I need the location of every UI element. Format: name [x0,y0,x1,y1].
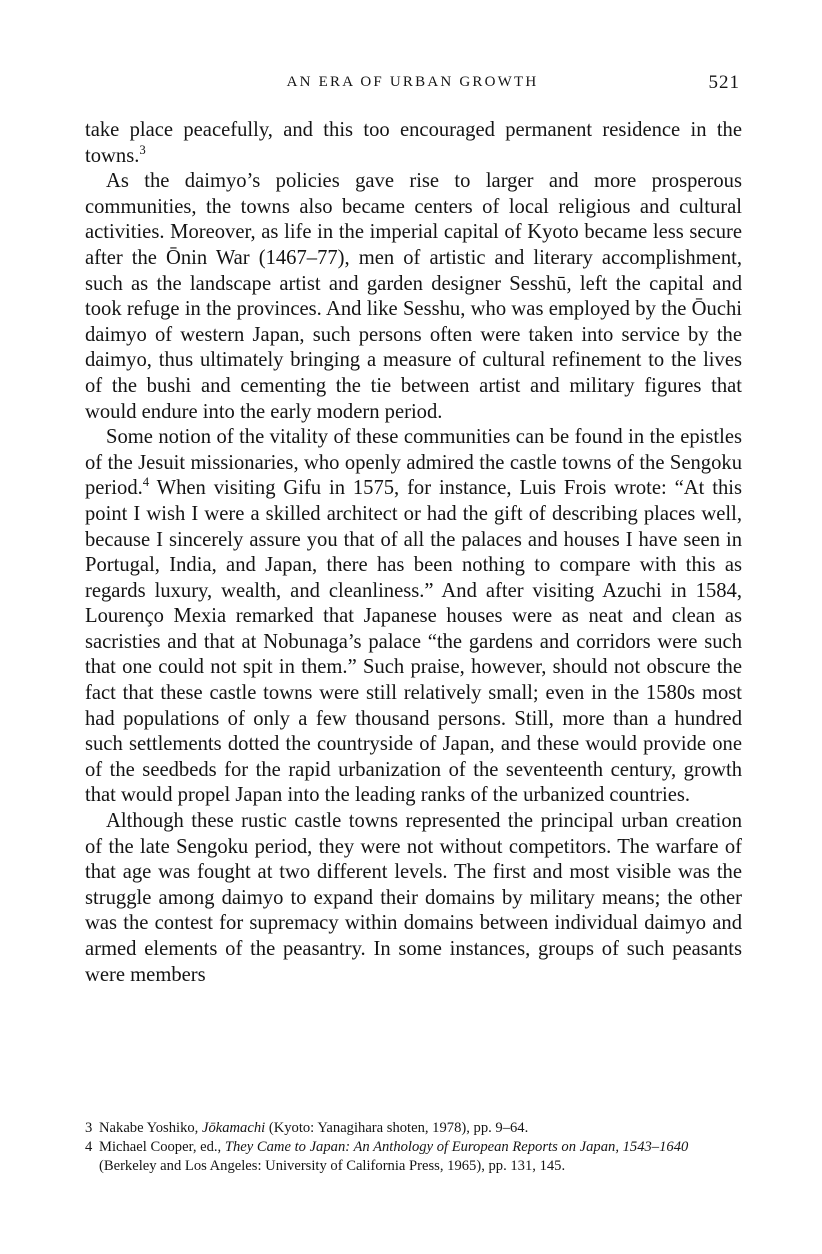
footnote-number: 3 [85,1120,93,1136]
paragraph [85,169,742,425]
footnote [85,1138,742,1176]
footnote [85,1119,742,1138]
paragraph-text: As the daimyo’s policies gave rise to larger and more prosperous communities, the towns also became centers of local religious and cultural activities. Moreover, as life in the imperial capital of Kyoto became less secure after the Ōnin War (1467–77), men of artistic and literary accomplishment, such as the landscape artist and garden designer Sesshū, left the capital and took refuge in the provinces. And like Sesshu, who was employed by the Ōuchi daimyo of western Japan, such persons often were taken into service by the daimyo, thus ultimately bringing a measure of cultural refinement to the lives of the bushi and cementing the tie between artist and military figures that would endure into the early modern period. [85,170,742,423]
footnotes [85,1119,742,1176]
main-text [85,118,742,988]
footnote-title: Jōkamachi [201,1120,266,1136]
paragraph [85,118,742,169]
paragraph-text: Some notion of the vitality of these communities can be found in the epistles of the Jesuit missionaries, who openly admired the castle towns of the Sengoku period. [85,426,742,500]
footnote-reference: 4 [142,475,150,490]
paragraph [85,809,742,988]
page-number: 521 [708,72,740,93]
footnote-text: (Berkeley and Los Angeles: University of California Press, 1965), pp. 131, 145. [99,1158,566,1174]
footnote-text: Michael Cooper, ed., [99,1139,225,1155]
paragraph [85,425,742,809]
paragraph-text: take place peacefully, and this too encouraged permanent residence in the towns. [85,119,742,167]
footnote-text: (Kyoto: Yanagihara shoten, 1978), pp. 9–64. [265,1120,529,1136]
paragraph-text: Although these rustic castle towns represented the principal urban creation of the late Sengoku period, they were not without competitors. The warfare of that age was fought at two different levels. The first and most visible was the struggle among daimyo to expand their domains by military means; the other was the contest for supremacy within domains between individual daimyo and armed elements of the peasantry. In some instances, groups of such peasants were members [85,810,742,986]
paragraph-text: When visiting Gifu in 1575, for instance, Luis Frois wrote: “At this point I wish I were a skilled architect or had the gift of describing places well, because I sincerely assure you that of all the palaces and houses I have seen in Portugal, India, and Japan, there has been nothing to compare with this as regards luxury, wealth, and cleanliness.” And after visiting Azuchi in 1584, Lourenço Mexia remarked that Japanese houses were as neat and clean as sacristies and that at Nobunaga’s palace “the gardens and corridors were such that one could not spit in them.” Such praise, however, should not obscure the fact that these castle towns were still relatively small; even in the 1580s most had populations of only a few thousand persons. Still, more than a hundred such settlements dotted the countryside of Japan, and these would provide one of the seedbeds for the rapid urbanization of the seventeenth century, growth that would propel Japan into the leading ranks of the urbanized countries. [85,477,742,807]
footnote-title: They Came to Japan: An Anthology of European Reports on Japan, 1543–1640 [224,1139,689,1155]
chapter-running-title: AN ERA OF URBAN GROWTH [286,74,539,90]
running-head [85,72,740,94]
footnote-text: Nakabe Yoshiko, [99,1120,202,1136]
footnote-number: 4 [85,1139,93,1155]
footnote-reference: 3 [139,142,146,157]
